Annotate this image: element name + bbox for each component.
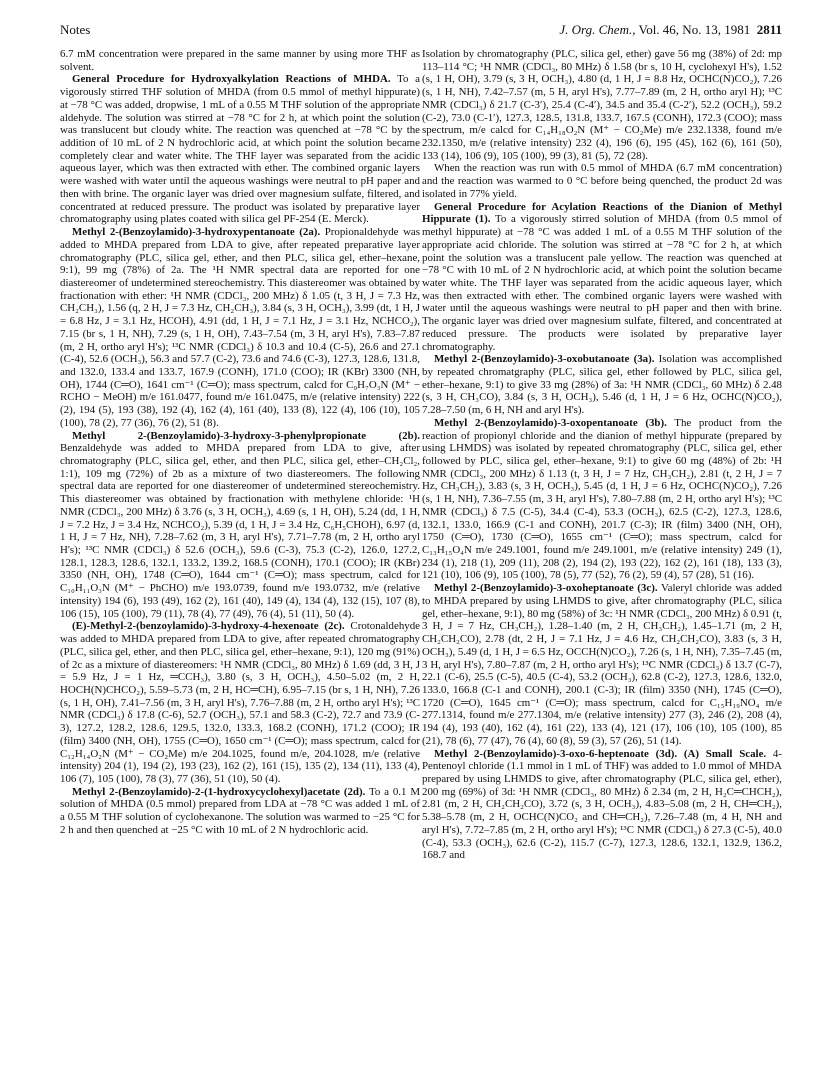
paragraph-text: 6.7 mM concentration were prepared in the same manner by using more THF as solvent. [60,48,420,73]
journal-name: J. Org. Chem. [559,22,633,37]
paragraph [422,201,782,354]
page-number: 2811 [756,22,782,37]
paragraph-heading: Methyl 2-(Benzoylamido)-3-oxobutanoate (3a). [434,353,655,366]
paragraph [422,582,782,747]
paragraph [422,353,782,417]
paragraph [60,620,420,785]
section-label: Notes [60,22,91,37]
paragraph-heading: General Procedure for Acylation Reactions of the Dianion of Methyl Hippurate (1). [422,200,782,226]
paragraph-text: To a vigorously stirred THF solution of MHDA (from 0.5 mmol of methyl hippurate) at −78 °C was added, dropwise, 1 mL of a 0.55 M THF solution of the appropriate aldehyde. The solution was stirred at −78 °C for 2 h, at which point the solution was translucent but cloudy white. The reaction was quenched at −78 °C by the addition of 10 mL of 2 N hydrochloric acid, at which point the solution became completely clear and water white. The THF layer was separated from the acidic aqueous layer, which was then extracted with ether. The combined organic layers were washed with water until the aqueous washings were neutral to pH paper and then with brine. The organic layer was dried over magnesium sulfate, filtered, and concentrated at reduced pressure. The product was isolated by preparative layer chromatography using plates coated with silica gel PF-254 (E. Merck). [60,73,420,226]
paragraph-text: When the reaction was run with 0.5 mmol of MHDA (6.7 mM concentration) and the reaction was warmed to 0 °C before being quenched, the product 2d was isolated in 77% yield. [422,162,782,200]
volume-issue: Vol. 46, No. 13, 1981 [638,22,751,37]
paragraph-text: The product from the reaction of propionyl chloride and the dianion of methyl hippurate (prepared by using LHMDS) was isolated by repeated chromatography (PLC, silica gel, ether followed by PLC, silica gel, ether–hexane, 9:1) to give 60 mg (48%) of 2b: ¹H NMR (CDCl₃, 200 MHz) δ 1.13 (t, 3 H, J = 7 Hz, CH₃CH₂), 2.81 (t, 2 H, J = 7 Hz, CH₃CH₂), 3.83 (s, 3 H, OCH₃), 5.45 (d, 1 H, J = 6 Hz, OCHC(N)CO₂), 7.26 (s, 1 H, NH), 7.36–7.55 (m, 3 H, aryl H's), 7.80–7.88 (m, 2 H, ortho aryl H's); ¹³C NMR (CDCl₃) δ 7.5 (C-5), 34.4 (C-4), 53.3 (OCH₃), 62.5 (C-2), 127.3, 128.6, 132.1, 133.0, 166.9 (C-1 and CONH), 201.7 (C-3); IR (film) 3400 (NH, OH), 1750 (C═O), 1730 (C═O), 1655 cm⁻¹ (C═O); mass spectrum, calcd for C₁₃H₁₅O₄N m/e 249.1001, found m/e 249.1001, m/e (relative intensity) 249 (1), 234 (1), 218 (1), 209 (11), 208 (2), 194 (2), 193 (22), 162 (2), 161 (18), 133 (3), 121 (10), 106 (9), 105 (100), 78 (5), 77 (52), 76 (2), 59 (4), 57 (28), 51 (16). [422,416,782,582]
page-header [60,22,782,40]
paragraph-heading: General Procedure for Hydroxyalkylation Reactions of MHDA. [72,73,391,86]
paragraph [60,73,420,226]
paragraph-text: Valeryl chloride was added to MHDA prepared by using LHMDS to give, after chromatography (PLC, silica gel, ether–hexane, 9:1), 80 mg (58%) of 3c: ¹H NMR (CDCl₃, 200 MHz) δ 0.91 (t, 3 H, J = 7 Hz, CH₃CH₂), 1.28–1.40 (m, 2 H, CH₃CH₂), 1.45–1.71 (m, 2 H, CH₂CH₂CO), 2.78 (dt, 2 H, J = 7.1 Hz, J = 4.6 Hz, CH₂CH₂CO), 3.83 (s, 3 H, OCH₃), 5.49 (d, 1 H, J = 6.5 Hz, OCCH(N)CO₂), 7.26 (s, 1 H, NH), 7.35–7.45 (m, 3 H, aryl H's), 7.80–7.87 (m, 2 H, ortho aryl H's); ¹³C NMR (CDCl₃) δ 13.7 (C-7), 22.1 (C-6), 25.5 (C-5), 40.5 (C-4), 53.2 (OCH₃), 62.8 (C-2), 127.3, 128.6, 132.0, 133.0, 166.8 (C-1 and CONH), 200.1 (C-3); IR (film) 3350 (NH), 1745 (C═O), 1720 (C═O), 1645 cm⁻¹ (C═O); mass spectrum, calcd for C₁₅H₁₉NO₄ m/e 277.1314, found m/e 277.1304, m/e (relative intensity) 277 (3), 246 (2), 208 (4), 194 (4), 193 (40), 162 (4), 161 (22), 133 (4), 121 (17), 106 (10), 105 (100), 85 (21), 78 (6), 77 (47), 76 (4), 60 (8), 59 (3), 57 (26), 51 (14). [422,582,782,747]
paragraph-heading: Methyl 2-(Benzoylamido)-3-hydroxypentanoate (2a). [72,226,321,239]
paragraph-text: Isolation by chromatography (PLC, silica gel, ether) gave 56 mg (38%) of 2d: mp 113–114 °C; ¹H NMR (CDCl₃, 80 MHz) δ 1.58 (br s, 10 H, cyclohexyl H's), 1.52 (s, 1 H, OH), 3.79 (s, 3 H, OCH₃), 4.80 (d, 1 H, J = 8.8 Hz, OCHC(N)CO₂), 7.26 (s, 1 H, NH), 7.42–7.57 (m, 5 H, aryl H's), 7.77–7.89 (m, 2 H, ortho aryl H); ¹³C NMR (CDCl₃) δ 21.7 (C-3′), 25.4 (C-4′), 34.5 and 35.4 (C-2′), 52.2 (OCH₃), 59.2 (C-2), 73.0 (C-1′), 127.3, 128.5, 131.8, 133.7, 167.5 (CONH), 172.3 (COO); mass spectrum, m/e calcd for C₁₄H₁₈O₂N (M⁺ − CO₂Me) m/e 232.1338, found m/e 232.1350, m/e (relative intensity) 232 (4), 196 (6), 195 (45), 162 (6), 161 (50), 133 (14), 106 (9), 105 (100), 99 (3), 81 (5), 72 (28). [422,48,782,162]
paragraph [60,786,420,837]
paragraph-heading: Methyl 2-(Benzoylamido)-3-oxopentanoate (3b). [434,416,667,429]
paragraph [60,430,420,621]
paragraph [60,226,420,430]
paragraph [422,48,782,162]
paragraph-text: Crotonaldehyde was added to MHDA prepared from LDA to give, after repeated chromatography (PLC, silica gel, ether, and then PLC, silica gel, ether–hexane, 9:1), 120 mg (91%) of 2c as a mixture of diastereomers: ¹H NMR (CDCl₃, 80 MHz) δ 1.69 (dd, 3 H, J = 5.9 Hz, J = 1 Hz, ═CCH₃), 3.80 (s, 3 H, OCH₃), 4.50–5.02 (m, 2 H, HOCH(N)CHCO₂), 5.59–5.73 (m, 2 H, HC═CH), 6.95–7.15 (br s, 1 H, NH), 7.26 (s, 1 H, OH), 7.41–7.56 (m, 3 H, aryl H's), 7.76–7.88 (m, 2 H, ortho aryl H's); ¹³C NMR (CDCl₃) δ 17.8 (C-6), 52.7 (OCH₃), 57.1 and 58.3 (C-2), 72.7 and 73.9 (C-3), 127.2, 128.2, 128.6, 129.5, 132.0, 133.3, 168.2 (CONH), 171.2 (COO); IR (film) 3400 (NH, OH), 1755 (C═O), 1650 cm⁻¹ (C═O); mass spectrum, calcd for C₁₂H₁₄O₂N (M⁺ − CO₂Me) m/e 204.1025, found m/e, 204.1028, m/e (relative intensity) 204 (1), 194 (2), 193 (23), 162 (2), 161 (15), 135 (2), 134 (11), 133 (4), 106 (7), 105 (100), 78 (3), 77 (36), 51 (10), 50 (4). [60,620,420,785]
paragraph-heading: Methyl 2-(Benzoylamido)-3-oxo-6-heptenoate (3d). (A) Small Scale. [434,747,767,760]
paragraph-text: To a 0.1 M solution of MHDA (0.5 mmol) prepared from LDA at −78 °C was added 1 mL of a 0.55 M THF solution of cyclohexanone. The solution was warmed to −25 °C for 2 h and then quenched at −25 °C with 10 mL of 2 N hydrochloric acid. [60,785,420,836]
paragraph-heading: Methyl 2-(Benzoylamido)-2-(1-hydroxycyclohexyl)acetate (2d). [72,785,366,798]
journal-running-head: J. Org. Chem., Vol. 46, No. 13, 1981 2811 [559,22,782,37]
paragraph [60,48,420,73]
paragraph-text: Propionaldehyde was added to MHDA prepared from LDA to give, after repeated preparative layer chromatography (PLC, silica gel, ether, and then PLC, silica gel, ether–hexane, 9:1), 99 mg (78%) of 2a. The ¹H NMR spectral data are reported for one diastereomer of undetermined stereochemistry. This diastereomer was obtained by fractionation with ether: ¹H NMR (CDCl₃, 200 MHz) δ 1.05 (t, 3 H, J = 7.3 Hz, CH₂CH₃), 1.56 (q, 2 H, J = 7.3 Hz, CH₂CH₃), 3.84 (s, 3 H, OCH₃), 3.99 (dt, 1 H, J = 6.8 Hz, J = 3.1 Hz, HCOH), 4.91 (dd, 1 H, J = 7.1 Hz, J = 3.1 Hz, NCHCO₂), 7.15 (br s, 1 H, NH), 7.29 (s, 1 H, OH), 7.43–7.54 (m, 3 H, aryl H's), 7.83–7.87 (m, 2 H, ortho aryl H's); ¹³C NMR (CDCl₃) δ 10.3 and 10.4 (C-5), 26.6 and 27.1 (C-4), 52.6 (OCH₃), 56.3 and 57.7 (C-2), 73.6 and 74.6 (C-3), 127.3, 128.6, 131.8, and 132.0, 133.4 and 133.7, 167.9 (CONH), 171.0 (COO); IR (KBr) 3300 (NH, OH), 1744 (C═O), 1641 cm⁻¹ (C═O); mass spectrum, calcd for C₉H₇O₃N (M⁺ − RCHO − MeOH) m/e 161.0477, found m/e 161.0475, m/e (relative intensity) 222 (2), 194 (5), 193 (38), 192 (4), 162 (4), 161 (40), 133 (8), 122 (4), 106 (10), 105 (100), 78 (2), 77 (36), 76 (2), 51 (8). [60,226,421,429]
paragraph-heading: Methyl 2-(Benzoylamido)-3-oxoheptanoate (3c). [434,582,658,595]
paragraph [422,162,782,200]
paragraph-text: To a vigorously stirred solution of MHDA (from 0.5 mmol of methyl hippurate) at −78 °C was added 1 mL of a 0.55 M THF solution of the appropriate acid chloride. The solution was stirred at −78 °C for 2 h, at which point the solution was a translucent pale yellow. The reaction was quenched at −78 °C with 10 mL of 2 N hydrochloric acid, at which point the solution became water white. The THF layer was separated from the acidic aqueous layer, which was then extracted with ether. The combined organic layers were washed with water until the aqueous washings were neutral to pH paper and then with brine. The organic layer was dried over magnesium sulfate, filtered, and concentrated at reduced pressure. The products were isolated by preparative layer chromatography. [422,213,782,353]
paragraph [422,748,782,862]
paragraph-text: Benzaldehyde was added to MHDA prepared from LDA to give, after chromatography (PLC, silica gel, ether, and then PLC, silica gel, ether–CH₂Cl₂, 1:1), 109 mg (72%) of 2b as a mixture of two diastereomers. The following spectral data are reported for one diastereomer of undetermined stereochemistry. This diastereomer was obtained by fractionation with methylene chloride: ¹H NMR (CDCl₃, 200 MHz) δ 3.76 (s, 3 H, OCH₃), 4.69 (s, 1 H, OH), 5.24 (dd, 1 H, J = 7.2 Hz, J = 3.4 Hz, NCHCO₂), 5.39 (d, 1 H, J = 3.4 Hz, C₆H₅CHOH), 6.97 (d, 1 H, J = 7 Hz, NH), 7.28–7.62 (m, 3 H, aryl H's), 7.71–7.78 (m, 2 H, ortho aryl H's); ¹³C NMR (CDCl₃) δ 52.6 (OCH₃), 59.6 (C-3), 75.3 (C-2), 126.0, 127.2, 128.1, 128.3, 128.6, 132.1, 133.2, 139.2, 168.5 (CONH), 170.1 (COO); IR (KBr) 3350 (NH, OH), 1748 (C═O), 1644 cm⁻¹ (C═O); mass spectrum, calcd for C₁₀H₁₁O₃N (M⁺ − PhCHO) m/e 193.0739, found m/e 193.0732, m/e (relative intensity) 194 (6), 193 (49), 162 (2), 161 (40), 149 (4), 134 (4), 132 (15), 107 (8), 106 (15), 105 (100), 79 (11), 78 (4), 77 (49), 76 (4), 51 (11), 50 (4). [60,442,420,620]
left-column [60,48,420,837]
right-column [422,48,782,862]
paragraph [422,417,782,582]
paragraph-heading: Methyl 2-(Benzoylamido)-3-hydroxy-3-phenylpropionate (2b). [72,429,420,442]
paragraph-text: Isolation was accomplished by repeated chromatgraphy (PLC, silica gel, ether followed by PLC, silica gel, ether–hexane, 9:1) to give 33 mg (28%) of 3a: ¹H NMR (CDCl₃, 60 MHz) δ 2.48 (s, 3 H, CH₃CO), 3.84 (s, 3 H, OCH₃), 5.46 (d, 1 H, J = 6 Hz, OCHC(N)CO₂), 7.28–7.50 (m, 6 H, NH and aryl H's). [422,353,782,417]
paragraph-heading: (E)-Methyl-2-(benzoylamido)-3-hydroxy-4-hexenoate (2c). [72,620,345,633]
paragraph-text: 4-Pentenoyl chloride (1.1 mmol in 1 mL of THF) was added to 1.0 mmol of MHDA prepared by using LHMDS to give, after chromatography (PLC, silica gel, ether), 200 mg (69%) of 3d: ¹H NMR (CDCl₃, 80 MHz) δ 2.34 (m, 2 H, H₂C═CHCH₂), 2.81 (m, 2 H, CH₂CH₂CO), 3.72 (s, 3 H, OCH₃), 4.83–5.08 (m, 2 H, CH═CH₂), 5.38–5.78 (m, 2 H, OCHC(N)CO₂ and CH═CH₂), 7.26–7.48 (m, 4 H, NH and aryl H's), 7.72–7.85 (m, 2 H, ortho aryl H's); ¹³C NMR (CDCl₃) δ 27.3 (C-5), 40.0 (C-4), 53.3 (OCH₃), 62.6 (C-2), 115.7 (C-7), 127.3, 128.6, 132.1, 132.9, 136.2, 168.7 and [422,747,782,862]
